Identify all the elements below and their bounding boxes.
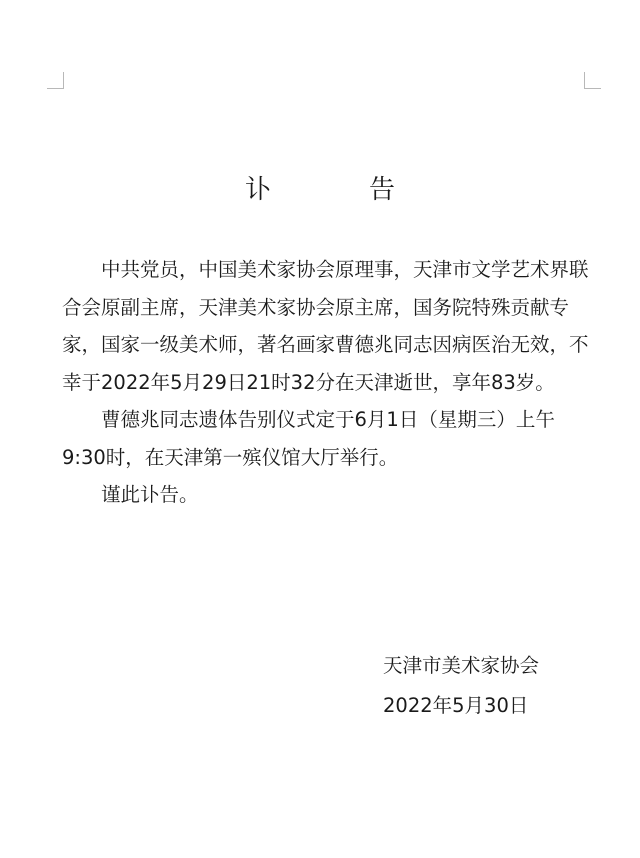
notice-body [62,251,592,514]
notice-paragraph-obituary: 中共党员，中国美术家协会原理事，天津市文学艺术界联合会原副主席，天津美术家协会原主席，国务院特殊贡献专家，国家一级美术师，著名画家曹德兆同志因病医治无效，不幸于2022年5月29日21时32分在天津逝世，享年83岁。 [62,258,589,394]
signature-date: 2022年5月30日 [383,694,529,717]
notice-paragraph-ceremony: 曹德兆同志遗体告别仪式定于6月1日（星期三）上午9:30时，在天津第一殡仪馆大厅举行。 [62,408,555,469]
margin-corner-mark-top-right [584,72,601,89]
margin-corner-mark-top-left [47,72,64,89]
notice-paragraph-closing: 谨此讣告。 [101,483,199,506]
signature-organization: 天津市美术家协会 [383,654,540,677]
notice-title: 讣 告 [244,175,431,205]
